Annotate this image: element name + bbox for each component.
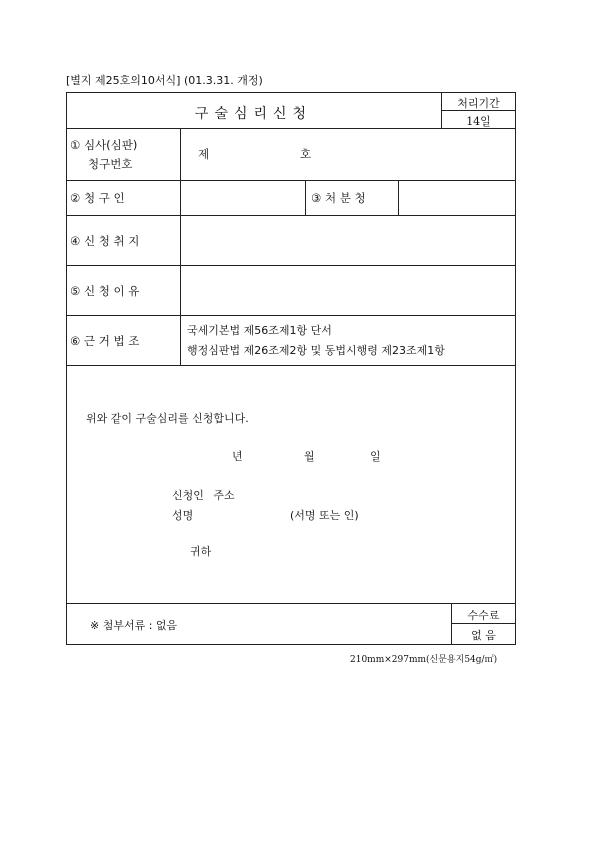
legal-basis-line2: 행정심판법 제26조제2항 및 동법시행령 제23조제1항 xyxy=(187,344,445,357)
date-month: 월 xyxy=(304,450,315,463)
application-statement: 위와 같이 구술심리를 신청합니다. xyxy=(86,412,249,425)
case-number-prefix: 제 xyxy=(198,147,210,161)
legal-basis-line1: 국세기본법 제56조제1항 단서 xyxy=(187,324,332,337)
date-year: 년 xyxy=(232,450,243,463)
fee-value: 없 음 xyxy=(471,629,496,642)
agency-field[interactable] xyxy=(400,182,513,213)
purpose-field[interactable] xyxy=(182,217,513,263)
applicant-address-label: 신청인 주소 xyxy=(172,489,235,502)
case-number-label-line1: ① 심사(심판) xyxy=(70,138,138,152)
agency-label: ③ 처 분 청 xyxy=(311,191,366,205)
form-title: 구술심리신청 xyxy=(194,106,313,122)
processing-period-label: 처리기간 xyxy=(457,97,500,110)
case-number-label-line2: 청구번호 xyxy=(88,157,133,171)
attachments-note: ※ 첨부서류 : 없음 xyxy=(90,619,178,632)
claimant-label: ② 청 구 인 xyxy=(70,191,125,205)
reason-field[interactable] xyxy=(182,267,513,313)
case-number-suffix: 호 xyxy=(300,147,312,161)
purpose-label: ④ 신 청 취 지 xyxy=(70,234,140,248)
legal-basis-label: ⑥ 근 거 법 조 xyxy=(70,334,140,348)
processing-period-value: 14일 xyxy=(466,115,491,128)
date-day: 일 xyxy=(370,450,381,463)
addressee: 귀하 xyxy=(190,545,212,558)
signature-note: (서명 또는 인) xyxy=(290,509,359,522)
paper-spec: 210mm×297mm(신문용지54g/㎡) xyxy=(350,655,498,665)
applicant-name-label: 성명 xyxy=(172,509,194,522)
reason-label: ⑤ 신 청 이 유 xyxy=(70,284,140,298)
form-number-note: [별지 제25호의10서식] (01.3.31. 개정) xyxy=(66,74,263,87)
fee-label: 수수료 xyxy=(467,609,500,622)
claimant-field[interactable] xyxy=(182,182,303,213)
case-number-field[interactable] xyxy=(212,138,296,166)
